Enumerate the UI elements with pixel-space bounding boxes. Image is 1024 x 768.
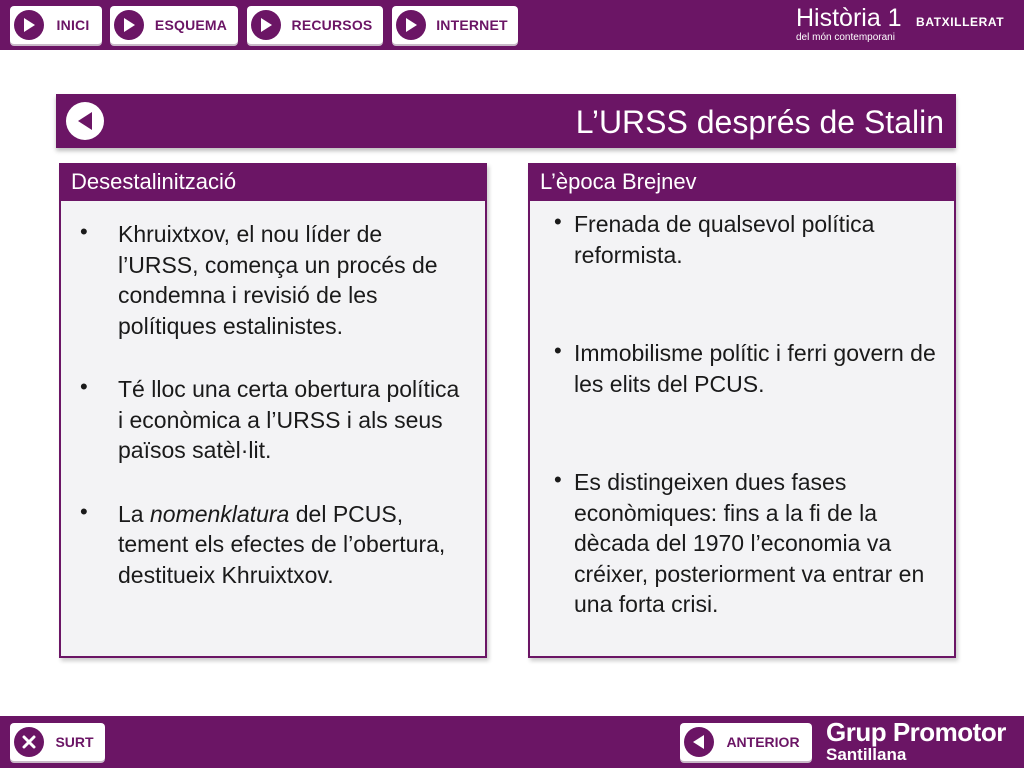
nav-button-recursos[interactable] [247,6,383,44]
list-item-text: Immobilisme polític i ferri govern de les elits del PCUS. [574,340,936,397]
brand-level: BATXILLERAT [916,15,1005,29]
bullet-icon: • [80,374,88,399]
list-item [80,498,465,591]
list-item-text-post: del PCUS, tement els efectes de l’obertura, destitueix Khruixtxov. [118,500,446,588]
epoca-brejnev-panel [528,163,956,658]
list-item-text: Khruixtxov, el nou líder de l’URSS, comença un procés de condemna i revisió de les polítiques estalinistes. [118,221,438,339]
back-arrow-button[interactable] [66,102,104,140]
list-item-text: Té lloc una certa obertura política i econòmica a l’URSS i als seus països satèl·lit. [118,376,460,463]
bullet-icon: • [554,209,562,234]
nav-button-esquema[interactable] [110,6,238,44]
bullet-icon: • [554,467,562,492]
publisher-name: Grup Promotor [826,717,1006,747]
bottom-bar [0,716,1024,768]
play-icon [251,10,281,40]
list-item-text: Es distingeixen dues fases econòmiques: fins a la fi de la dècada del 1970 l’economia va créixer, posteriorment va entrar en una forta crisi. [574,469,925,617]
brand-subtitle: del món contemporani [796,32,895,43]
publisher-logo [826,718,1006,764]
list-item-emphasis: nomenklatura [149,500,290,527]
list-item [554,467,938,620]
play-icon [114,10,144,40]
back-arrow-icon [684,727,714,757]
bullet-icon: • [554,338,562,363]
bullet-list [61,201,485,590]
publisher-sub: Santillana [826,745,907,764]
list-item-text-pre: La [118,500,150,527]
panel-heading: Desestalinització [59,163,487,201]
brand-logo [796,4,1004,44]
nav-button-label: RECURSOS [291,17,373,33]
nav-button-label: ESQUEMA [154,17,228,33]
list-item-text: Frenada de qualsevol política reformista. [574,211,875,268]
play-icon [396,10,426,40]
desestalinitzacio-panel [59,163,487,658]
list-item [554,338,938,399]
exit-button-label: SURT [55,734,94,750]
previous-button-label: ANTERIOR [726,734,800,750]
previous-button[interactable] [680,723,812,761]
top-navigation-bar [0,0,1024,50]
nav-button-internet[interactable] [392,6,518,44]
back-arrow-icon [75,110,95,132]
nav-button-label: INTERNET [436,17,508,33]
nav-button-label: INICI [56,17,90,33]
panel-heading: L’època Brejnev [528,163,956,201]
play-icon [14,10,44,40]
bullet-list [530,201,954,620]
slide-title-bar [56,94,956,148]
page-title: L’URSS després de Stalin [575,104,944,140]
close-icon [14,727,44,757]
list-item [80,219,465,341]
list-item [554,209,938,270]
brand-title: Història 1 [796,4,902,32]
list-item [80,374,465,466]
nav-button-inici[interactable] [10,6,102,44]
bullet-icon: • [80,219,88,244]
bullet-icon: • [80,498,88,524]
exit-button[interactable] [10,723,105,761]
